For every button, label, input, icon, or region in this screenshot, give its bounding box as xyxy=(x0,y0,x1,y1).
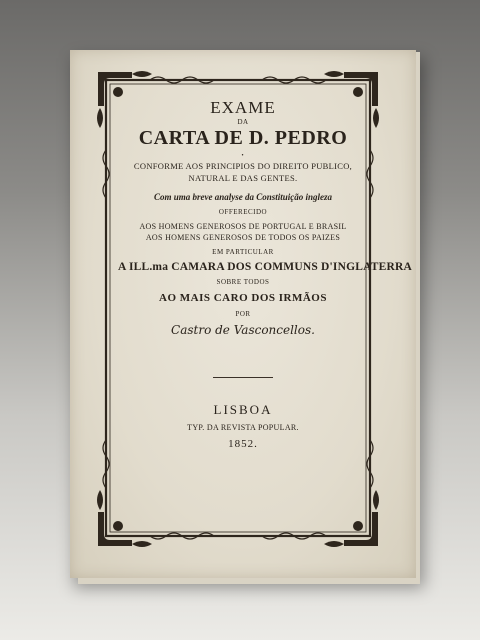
separator-dot: • xyxy=(241,153,245,159)
imprint-printer: TYP. DA REVISTA POPULAR. xyxy=(187,423,299,432)
line-particular: EM PARTICULAR xyxy=(212,248,274,256)
line-camara: A ILL.ma CAMARA DOS COMMUNS D'INGLATERRA xyxy=(118,261,413,273)
line-conforme: CONFORME AOS PRINCIPIOS DO DIREITO PUBLICO, xyxy=(133,161,353,171)
line-homens-2: AOS HOMENS GENEROSOS DE TODOS OS PAIZES xyxy=(145,233,341,242)
imprint-city: LISBOA xyxy=(213,402,273,417)
author-name: Castro de Vasconcellos. xyxy=(171,323,315,337)
word-da: DA xyxy=(237,118,249,126)
line-analyse: Com uma breve analyse da Constituição ingleza xyxy=(153,192,332,202)
line-por: POR xyxy=(235,310,251,318)
divider-rule xyxy=(213,377,273,378)
title-page-text xyxy=(118,96,413,450)
line-sobre: SOBRE TODOS xyxy=(216,278,270,286)
line-offerecido: OFFERECIDO xyxy=(218,208,268,216)
line-homens-1: AOS HOMENS GENEROSOS DE PORTUGAL E BRASIL xyxy=(139,222,347,231)
line-irmaos: AO MAIS CARO DOS IRMÃOS xyxy=(159,292,327,304)
title-main: CARTA DE D. PEDRO xyxy=(138,127,348,149)
title-top: EXAME xyxy=(210,98,276,117)
line-natural: NATURAL E DAS GENTES. xyxy=(188,173,298,183)
imprint-year: 1852. xyxy=(228,438,258,450)
